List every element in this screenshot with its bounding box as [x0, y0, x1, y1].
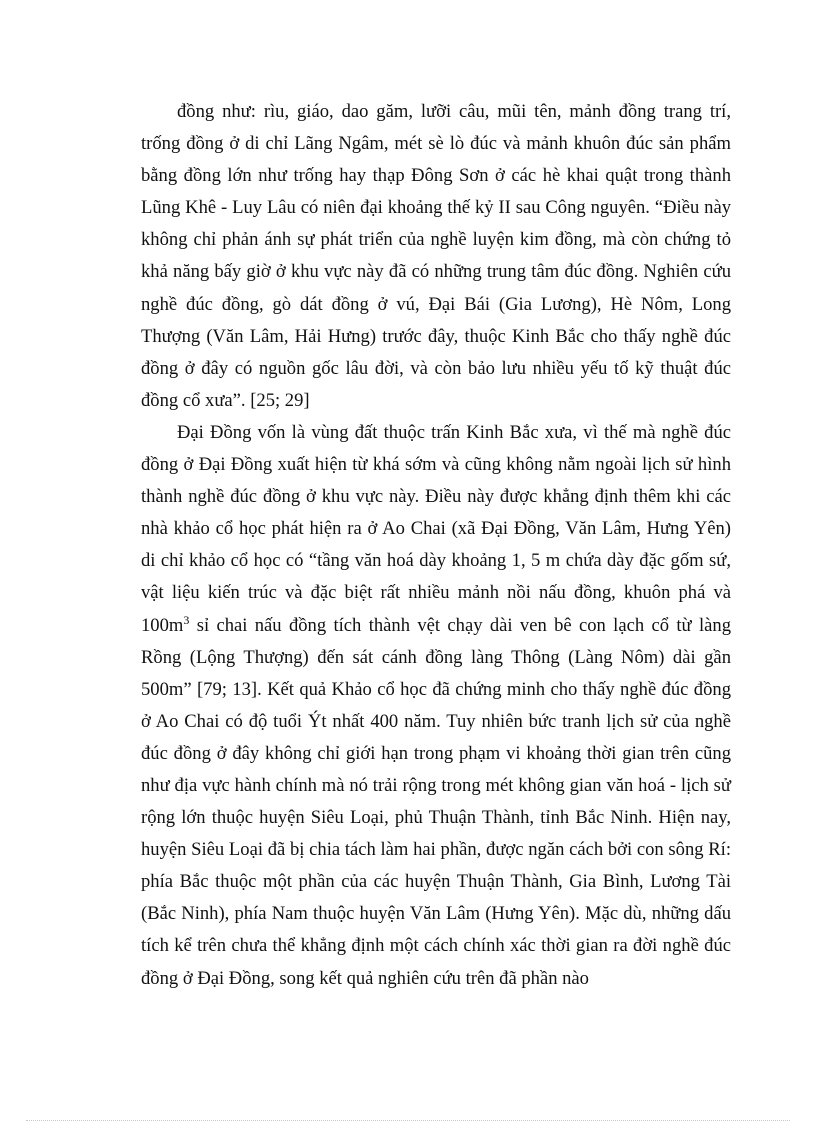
body-text — [141, 96, 731, 995]
paragraph-2-text-a: Đại Đồng vốn là vùng đất thuộc trấn Kinh Bắc xưa, vì thế mà nghề đúc đồng ở Đại Đồng xuất hiện từ khá sớm và cũng không nằm ngoài lịch sử hình thành nghề đúc đồng ở khu vực này. Điều này được khẳng định thêm khi các nhà khảo cổ học phát hiện ra ở Ao Chai (xã Đại Đồng, Văn Lâm, Hưng Yên) di chỉ khảo cổ học có “tầng văn hoá dày khoảng 1, 5 m chứa dày đặc gốm sứ, vật liệu kiến trúc và đặc biệt rất nhiều mảnh nồi nấu đồng, khuôn phá và 100m — [141, 421, 731, 636]
paragraph-1: đồng như: rìu, giáo, dao găm, lưỡi câu, mũi tên, mảnh đồng trang trí, trống đồng ở di chỉ Lãng Ngâm, mét sè lò đúc và mảnh khuôn đúc sản phẩm bằng đồng lớn như trống hay thạp Đông Sơn ở các hè khai quật trong thành Lũng Khê - Luy Lâu có niên đại khoảng thế kỷ II sau Công nguyên. “Điều này không chỉ phản ánh sự phát triển của nghề luyện kim đồng, mà còn chứng tỏ khả năng bấy giờ ở khu vực này đã có những trung tâm đúc đồng. Nghiên cứu nghề đúc đồng, gò dát đồng ở vú, Đại Bái (Gia Lương), Hè Nôm, Long Thượng (Văn Lâm, Hải Hưng) trước đây, thuộc Kinh Bắc cho thấy nghề đúc đồng ở đây có nguồn gốc lâu đời, và còn bảo lưu nhiều yếu tố kỹ thuật đúc đồng cổ xưa”. [25; 29] — [141, 101, 731, 411]
cubic-superscript: 3 — [183, 612, 190, 627]
paragraph-2 — [141, 417, 731, 995]
paragraph-2-text-b: sỉ chai nấu đồng tích thành vệt chạy dài ven bê con lạch cổ từ làng Rồng (Lộng Thượng) đến sát cánh đồng làng Thông (Làng Nôm) dài gần 500m” [79; 13]. Kết quả Khảo cổ học đã chứng minh cho thấy nghề đúc đồng ở Ao Chai có độ tuổi Ýt nhất 400 năm. Tuy nhiên bức tranh lịch sử của nghề đúc đồng ở đây không chỉ giới hạn trong phạm vi khoảng thời gian trên cũng như địa vực hành chính mà nó trải rộng trong mét không gian văn hoá - lịch sử rộng lớn thuộc huyện Siêu Loại, phủ Thuận Thành, tỉnh Bắc Ninh. Hiện nay, huyện Siêu Loại đã bị chia tách làm hai phần, được ngăn cách bởi con sông Rí: phía Bắc thuộc một phần của các huyện Thuận Thành, Gia Bình, Lương Tài (Bắc Ninh), phía Nam thuộc huyện Văn Lâm (Hưng Yên). Mặc dù, những dấu tích kể trên chưa thể khẳng định một cách chính xác thời gian ra đời nghề đúc đồng ở Đại Đồng, song kết quả nghiên cứu trên đã phần nào — [141, 614, 731, 989]
footer-divider — [26, 1120, 790, 1121]
